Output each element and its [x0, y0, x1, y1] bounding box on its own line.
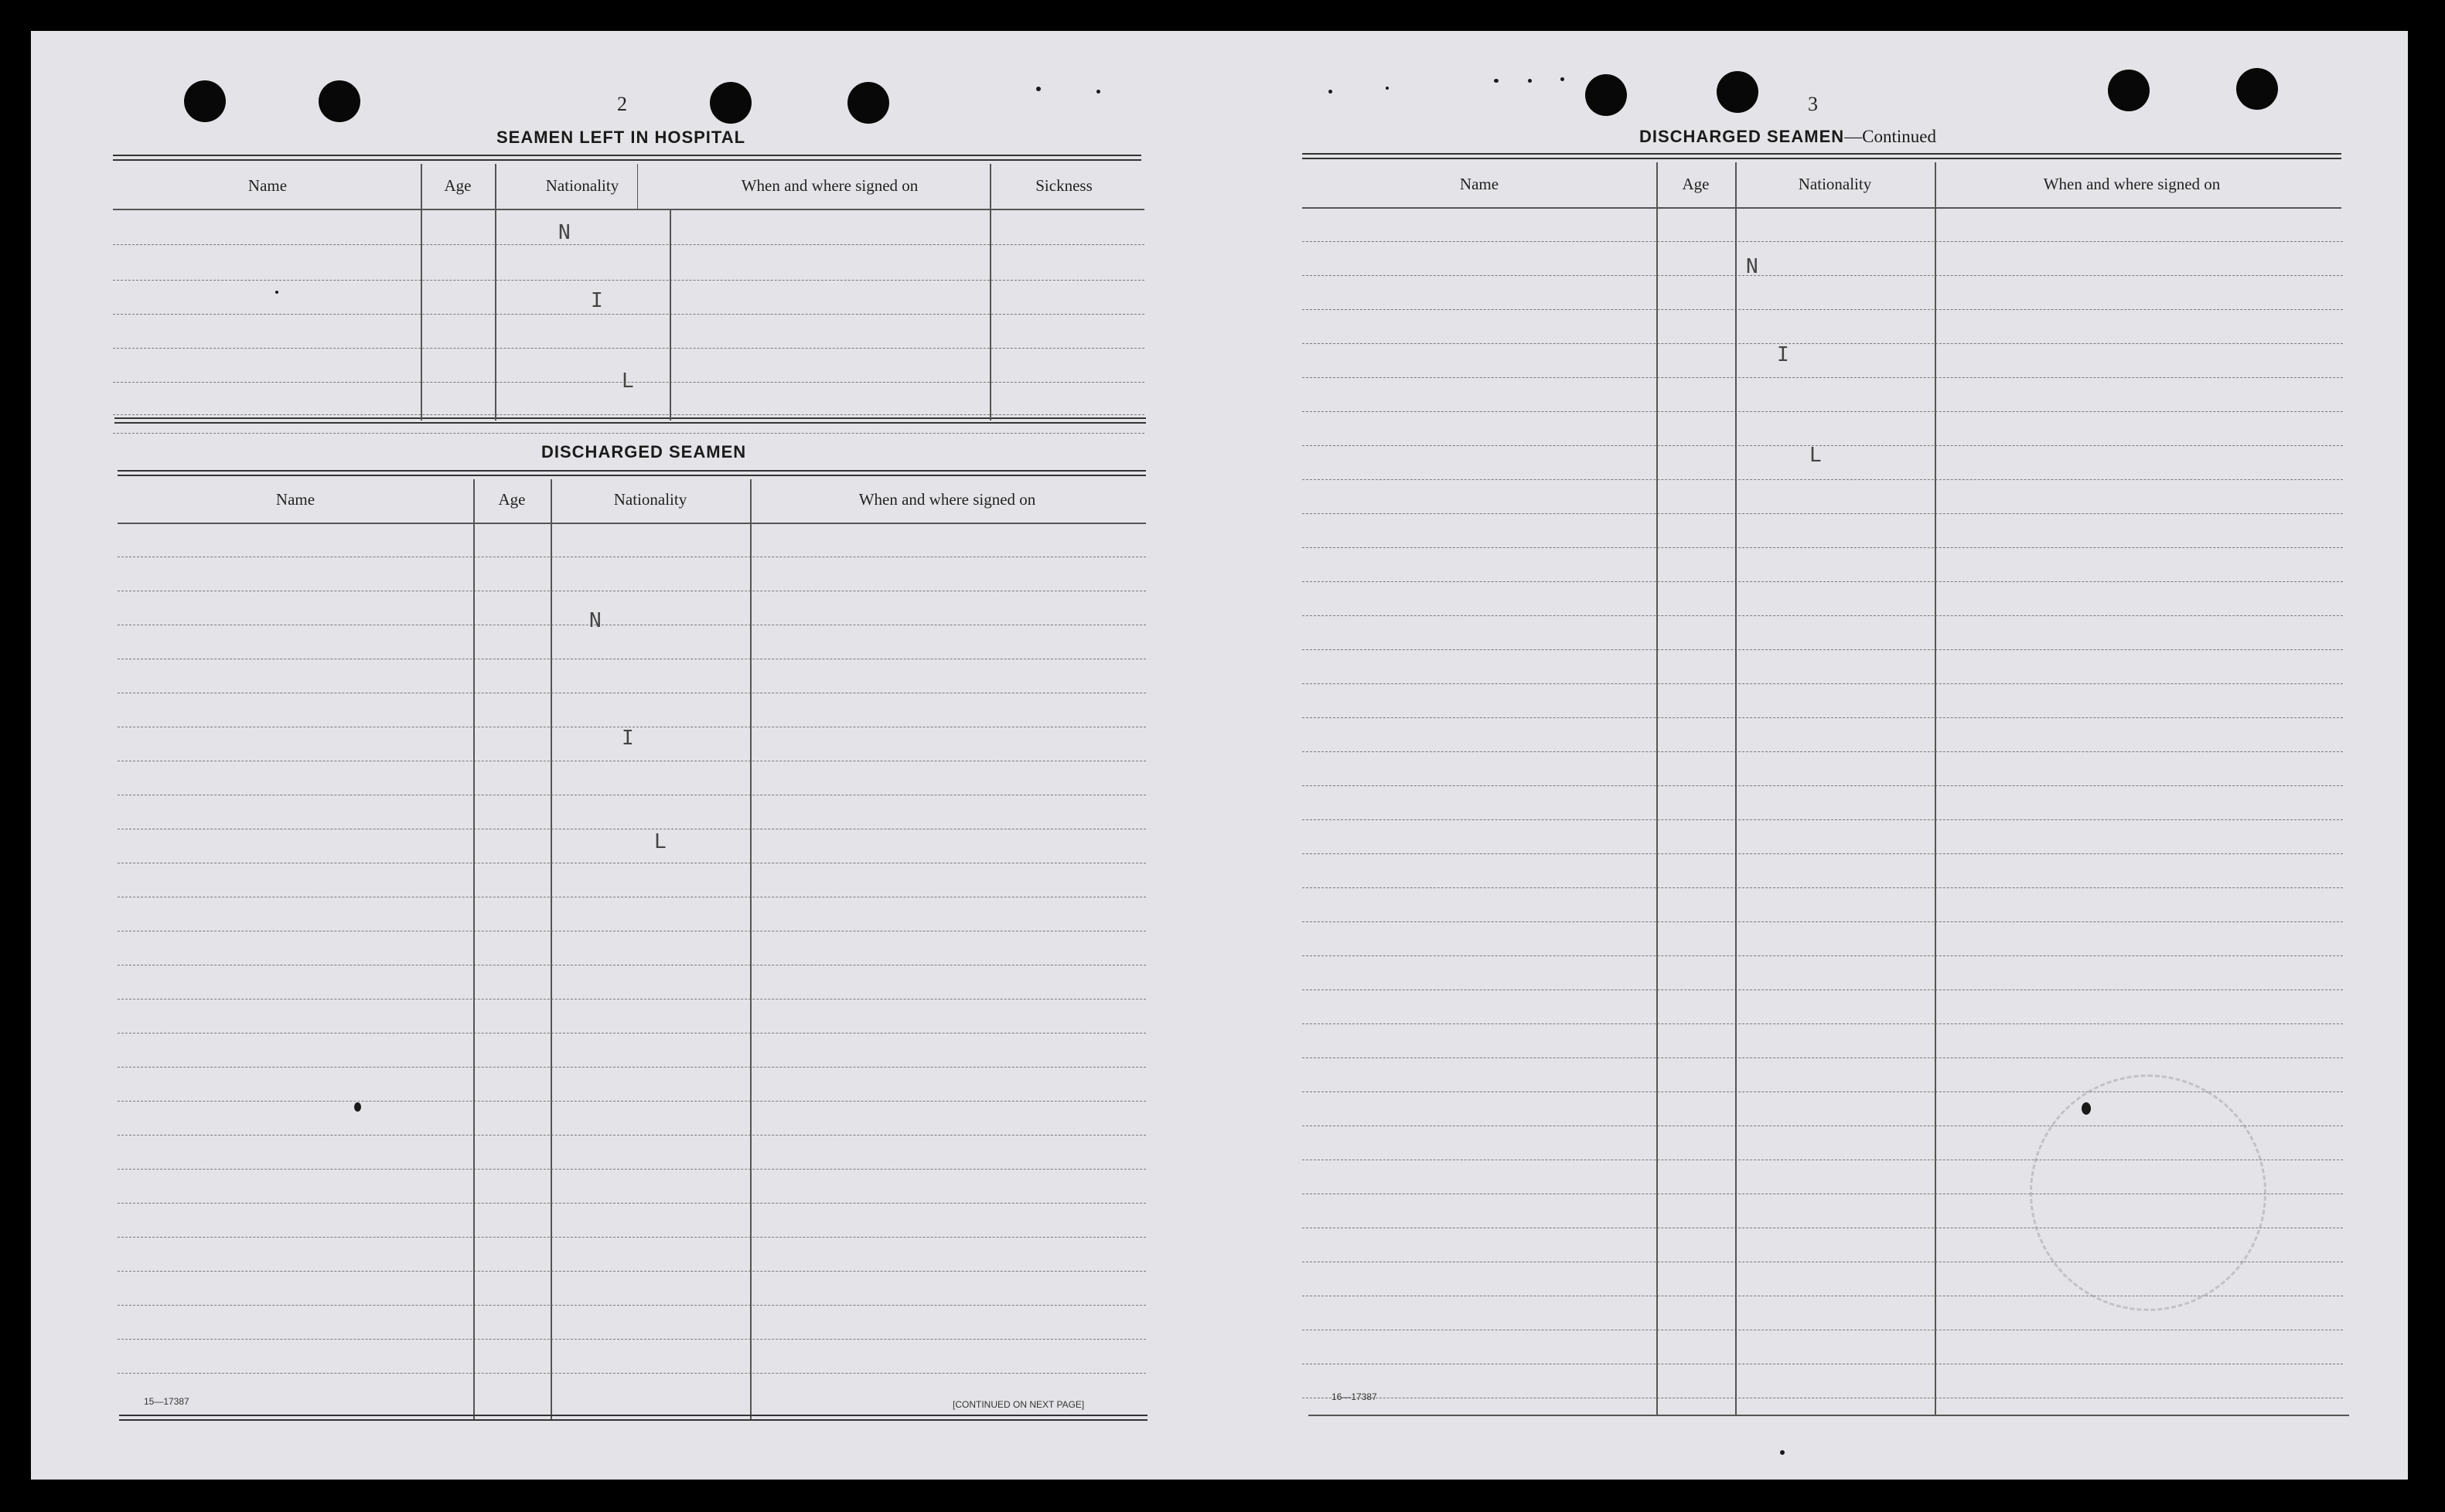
- punch-hole: [1585, 74, 1627, 116]
- row-line: [118, 1203, 1146, 1204]
- faint-seal-impression: [2030, 1074, 2266, 1311]
- continued-note: [CONTINUED ON NEXT PAGE]: [953, 1399, 1085, 1410]
- nil-stamp-letter: I: [622, 727, 634, 750]
- page-number: 2: [617, 93, 627, 115]
- row-line: [1302, 377, 2343, 378]
- header-rule: [118, 523, 1146, 524]
- row-line: [118, 1135, 1146, 1136]
- row-line: [118, 1305, 1146, 1306]
- column-divider: [551, 479, 552, 1419]
- column-divider: [1656, 162, 1658, 1416]
- nil-stamp-letter: N: [1746, 255, 1758, 278]
- nil-stamp-letter: L: [1809, 444, 1822, 467]
- row-line: [1302, 445, 2343, 446]
- row-line: [1302, 649, 2343, 650]
- column-divider: [1935, 162, 1936, 1416]
- nil-stamp-letter: L: [654, 830, 667, 853]
- col-header-signed-on: When and where signed on: [858, 490, 1036, 509]
- punch-hole: [2236, 68, 2278, 110]
- table-bottom-rule: [119, 1415, 1147, 1421]
- row-line: [1302, 513, 2343, 514]
- row-line: [1302, 275, 2343, 276]
- nil-stamp-letter: I: [591, 289, 603, 312]
- ink-speck: [1494, 79, 1499, 83]
- col-header-name: Name: [1459, 175, 1499, 193]
- nil-stamp-letter: I: [1777, 343, 1789, 366]
- column-divider: [495, 164, 496, 421]
- hospital-table-title: SEAMEN LEFT IN HOSPITAL: [496, 128, 746, 147]
- row-line: [1302, 411, 2343, 412]
- column-divider: [473, 479, 475, 1419]
- col-header-signed-on: When and where signed on: [741, 176, 919, 195]
- discharged-table-title: [1639, 127, 1936, 147]
- page-number: 3: [1808, 93, 1818, 115]
- column-divider: [670, 209, 671, 421]
- title-rule: [1302, 153, 2341, 159]
- col-header-age: Age: [1682, 175, 1710, 193]
- col-header-sickness: Sickness: [1035, 176, 1093, 195]
- col-header-nationality: Nationality: [1798, 175, 1872, 193]
- col-header-name: Name: [247, 176, 288, 195]
- row-line: [118, 1373, 1146, 1374]
- row-line: [118, 1067, 1146, 1068]
- col-header-age: Age: [498, 490, 526, 509]
- row-line: [1302, 1057, 2343, 1058]
- nil-stamp-letter: N: [558, 221, 571, 244]
- row-line: [1302, 1023, 2343, 1024]
- row-line: [1302, 683, 2343, 684]
- row-line: [1302, 309, 2343, 310]
- form-number: 16—17387: [1332, 1391, 1377, 1402]
- title-rule: [113, 155, 1141, 161]
- title-text: DISCHARGED SEAMEN: [1639, 127, 1845, 146]
- punch-hole: [1717, 71, 1758, 113]
- ink-speck: [1528, 79, 1532, 83]
- row-line: [1302, 343, 2343, 344]
- row-line: [118, 1033, 1146, 1034]
- header-rule: [1302, 207, 2341, 209]
- col-header-nationality: Nationality: [545, 176, 619, 195]
- ink-speck: [1560, 77, 1564, 81]
- row-line: [1302, 479, 2343, 480]
- col-header-name: Name: [275, 490, 315, 509]
- row-line: [118, 1237, 1146, 1238]
- punch-hole: [847, 82, 889, 124]
- ink-speck: [354, 1102, 361, 1112]
- title-rule: [118, 470, 1146, 476]
- col-header-signed-on: When and where signed on: [2043, 175, 2221, 193]
- row-line: [1302, 241, 2343, 242]
- row-line: [1302, 853, 2343, 854]
- row-line: [118, 1169, 1146, 1170]
- row-line: [1302, 819, 2343, 820]
- row-line: [118, 1101, 1146, 1102]
- discharged-table-title: DISCHARGED SEAMEN: [541, 442, 747, 461]
- form-number: 15—17387: [144, 1396, 189, 1407]
- row-line: [1302, 615, 2343, 616]
- column-divider: [421, 164, 422, 421]
- row-line: [118, 1271, 1146, 1272]
- row-line: [1302, 717, 2343, 718]
- row-line: [118, 1339, 1146, 1340]
- column-divider: [637, 164, 638, 209]
- row-line: [1302, 1091, 2343, 1092]
- row-line: [113, 433, 1144, 434]
- ink-speck: [1386, 87, 1389, 90]
- ink-speck: [1036, 87, 1041, 91]
- col-header-nationality: Nationality: [613, 490, 687, 509]
- ink-speck: [1780, 1450, 1785, 1455]
- row-line: [1302, 751, 2343, 752]
- column-divider: [1735, 162, 1737, 1416]
- punch-hole: [2108, 70, 2150, 111]
- ink-speck: [1096, 90, 1100, 94]
- row-line: [1302, 1125, 2343, 1126]
- column-divider: [990, 164, 991, 421]
- punch-hole: [319, 80, 360, 122]
- document-sheet: [31, 31, 2408, 1480]
- row-line: [1302, 887, 2343, 888]
- table-bottom-rule: [1308, 1415, 2349, 1416]
- nil-stamp-letter: N: [589, 609, 602, 632]
- col-header-age: Age: [444, 176, 472, 195]
- row-line: [1302, 955, 2343, 956]
- row-line: [1302, 921, 2343, 922]
- punch-hole: [184, 80, 226, 122]
- ink-speck: [1328, 90, 1332, 94]
- nil-stamp-letter: L: [622, 369, 634, 393]
- title-continued: —Continued: [1844, 127, 1936, 146]
- ink-speck: [275, 291, 278, 294]
- row-line: [1302, 547, 2343, 548]
- row-line: [1302, 989, 2343, 990]
- column-divider: [750, 479, 752, 1419]
- row-line: [1302, 785, 2343, 786]
- row-line: [1302, 581, 2343, 582]
- punch-hole: [710, 82, 752, 124]
